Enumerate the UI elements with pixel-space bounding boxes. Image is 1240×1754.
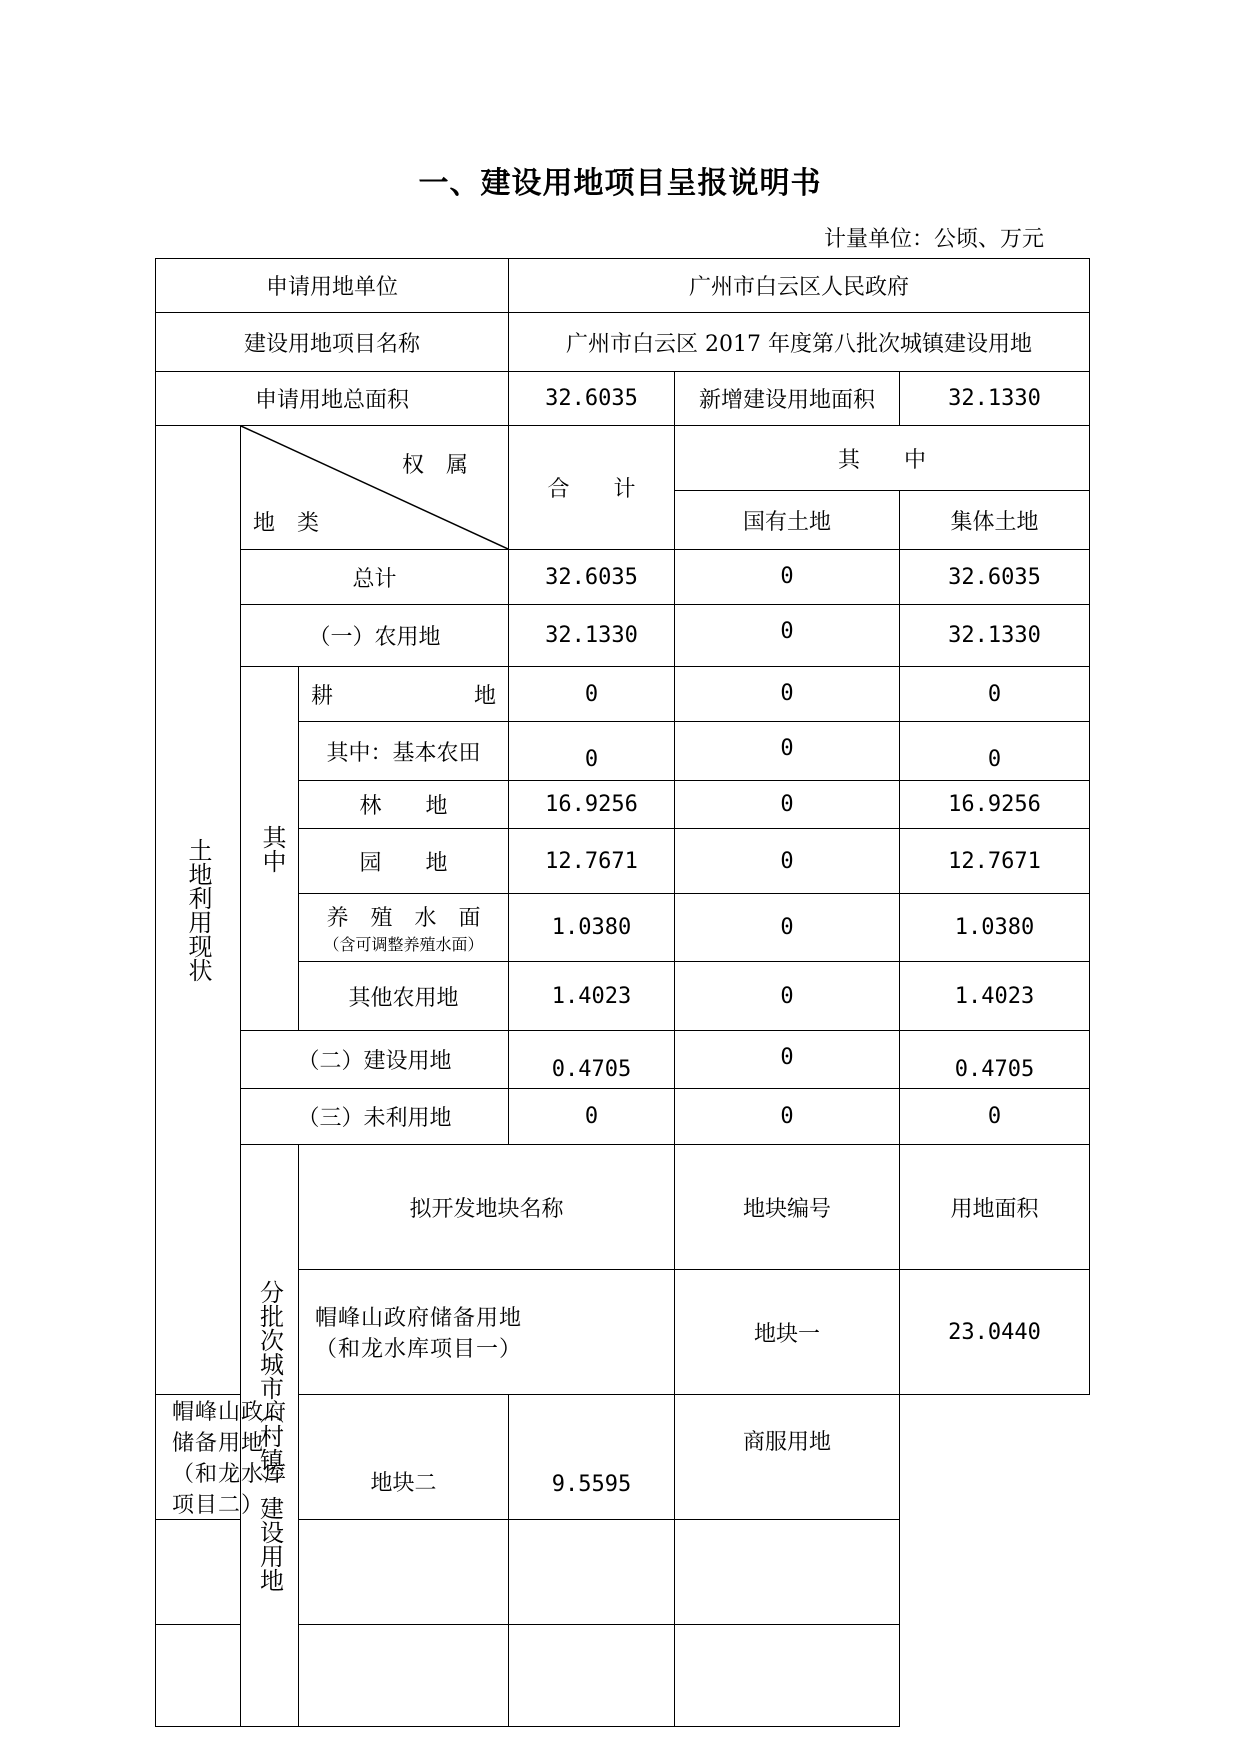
ownership-header: 权 属 — [402, 453, 469, 478]
of-which-side-label — [241, 667, 299, 1031]
basic-farmland-collective: 0 — [900, 722, 1090, 781]
applicant-label: 申请用地单位 — [156, 259, 509, 313]
landuse-diagonal-header — [241, 426, 509, 550]
landuse-side-text: 土地利用现状 — [184, 838, 212, 982]
batch-side-text: 分批次城市（村镇）建设用地 — [255, 1279, 284, 1592]
agri-collective: 32.1330 — [900, 605, 1090, 667]
garden-total: 12.7671 — [509, 829, 675, 894]
unused-collective: 0 — [900, 1089, 1090, 1145]
parcel-area-header: 用地面积 — [900, 1145, 1090, 1270]
parcel-code: 地块一 — [675, 1270, 900, 1395]
unused-row — [156, 1089, 1090, 1145]
empty-parcel-row — [156, 1520, 1090, 1625]
agri-row — [156, 605, 1090, 667]
project-label: 建设用地项目名称 — [156, 313, 509, 372]
empty-cell — [299, 1625, 509, 1727]
cultivated-state: 0 — [675, 667, 900, 722]
garden-label: 园 地 — [299, 829, 509, 894]
parcel-name-line1: 帽峰山政府储备用地 — [315, 1306, 523, 1331]
total-row-state: 0 — [675, 550, 900, 605]
forest-state: 0 — [675, 781, 900, 829]
batch-header-row — [156, 1145, 1090, 1270]
parcel-name-line1: 帽峰山政府储备用地 — [172, 1400, 288, 1456]
applicant-value: 广州市白云区人民政府 — [509, 259, 1090, 313]
garden-collective: 12.7671 — [900, 829, 1090, 894]
agri-total: 32.1330 — [509, 605, 675, 667]
total-row-total: 32.6035 — [509, 550, 675, 605]
aquaculture-label: 养 殖 水 面 — [326, 905, 481, 931]
basic-farmland-label: 其中：基本农田 — [299, 722, 509, 781]
area-row — [156, 372, 1090, 426]
agri-label: （一）农用地 — [241, 605, 509, 667]
basic-farmland-total: 0 — [509, 722, 675, 781]
unit-note: 计量单位：公顷、万元 — [823, 227, 1044, 252]
landuse-side-label — [156, 426, 241, 1395]
parcel-area: 9.5595 — [509, 1395, 675, 1520]
parcel-name-line2: （和龙水库项目二） — [172, 1462, 288, 1518]
cultivated-total: 0 — [509, 667, 675, 722]
unused-state: 0 — [675, 1089, 900, 1145]
construction-collective: 0.4705 — [900, 1031, 1090, 1089]
page-title: 一、建设用地项目呈报说明书 — [418, 166, 822, 201]
parcel-name — [299, 1270, 675, 1395]
other-agri-collective: 1.4023 — [900, 962, 1090, 1031]
agri-state: 0 — [675, 605, 900, 667]
empty-cell — [299, 1520, 509, 1625]
new-area-value: 32.1330 — [900, 372, 1090, 426]
empty-cell — [509, 1520, 675, 1625]
of-which-header: 其 中 — [675, 426, 1090, 491]
forest-total: 16.9256 — [509, 781, 675, 829]
total-row-label: 总计 — [241, 550, 509, 605]
parcel-use: 商服用地 — [675, 1395, 900, 1520]
empty-cell — [675, 1625, 900, 1727]
empty-parcel-row — [156, 1625, 1090, 1727]
project-form-table — [155, 258, 1090, 1727]
cultivated-collective: 0 — [900, 667, 1090, 722]
other-agri-label: 其他农用地 — [299, 962, 509, 1031]
cultivated-label-inner: 耕 地 — [311, 683, 497, 709]
aquaculture-collective: 1.0380 — [900, 894, 1090, 962]
construction-label: （二）建设用地 — [241, 1031, 509, 1089]
total-row — [156, 550, 1090, 605]
total-row-collective: 32.6035 — [900, 550, 1090, 605]
construction-total: 0.4705 — [509, 1031, 675, 1089]
garden-state: 0 — [675, 829, 900, 894]
total-header: 合 计 — [509, 426, 675, 550]
empty-cell — [156, 1625, 299, 1727]
aquaculture-label-cell — [299, 894, 509, 962]
unused-total: 0 — [509, 1089, 675, 1145]
empty-cell — [509, 1625, 675, 1727]
category-header: 地 类 — [253, 511, 320, 536]
collective-land-header: 集体土地 — [900, 491, 1090, 550]
unused-label: （三）未利用地 — [241, 1089, 509, 1145]
applicant-row — [156, 259, 1090, 313]
parcel-name-line2: （和龙水库项目一） — [315, 1337, 523, 1362]
total-area-value: 32.6035 — [509, 372, 675, 426]
parcel-code-header: 地块编号 — [675, 1145, 900, 1270]
cultivated-row — [156, 667, 1090, 722]
landuse-header-row — [156, 426, 1090, 491]
other-agri-total: 1.4023 — [509, 962, 675, 1031]
parcel-row — [156, 1395, 1090, 1520]
new-area-label: 新增建设用地面积 — [675, 372, 900, 426]
project-value: 广州市白云区 2017 年度第八批次城镇建设用地 — [509, 313, 1090, 372]
other-agri-state: 0 — [675, 962, 900, 1031]
construction-state: 0 — [675, 1031, 900, 1089]
forest-collective: 16.9256 — [900, 781, 1090, 829]
parcel-code: 地块二 — [299, 1395, 509, 1520]
forest-label: 林 地 — [299, 781, 509, 829]
parcel-area: 23.0440 — [900, 1270, 1090, 1395]
project-row — [156, 313, 1090, 372]
of-which-side-text: 其中 — [258, 824, 286, 873]
construction-row — [156, 1031, 1090, 1089]
state-land-header: 国有土地 — [675, 491, 900, 550]
basic-farmland-state: 0 — [675, 722, 900, 781]
parcel-name-header: 拟开发地块名称 — [299, 1145, 675, 1270]
aquaculture-total: 1.0380 — [509, 894, 675, 962]
empty-cell — [675, 1520, 900, 1625]
aquaculture-state: 0 — [675, 894, 900, 962]
total-area-label: 申请用地总面积 — [156, 372, 509, 426]
cultivated-label — [299, 667, 509, 722]
aquaculture-note: （含可调整养殖水面） — [323, 934, 484, 954]
